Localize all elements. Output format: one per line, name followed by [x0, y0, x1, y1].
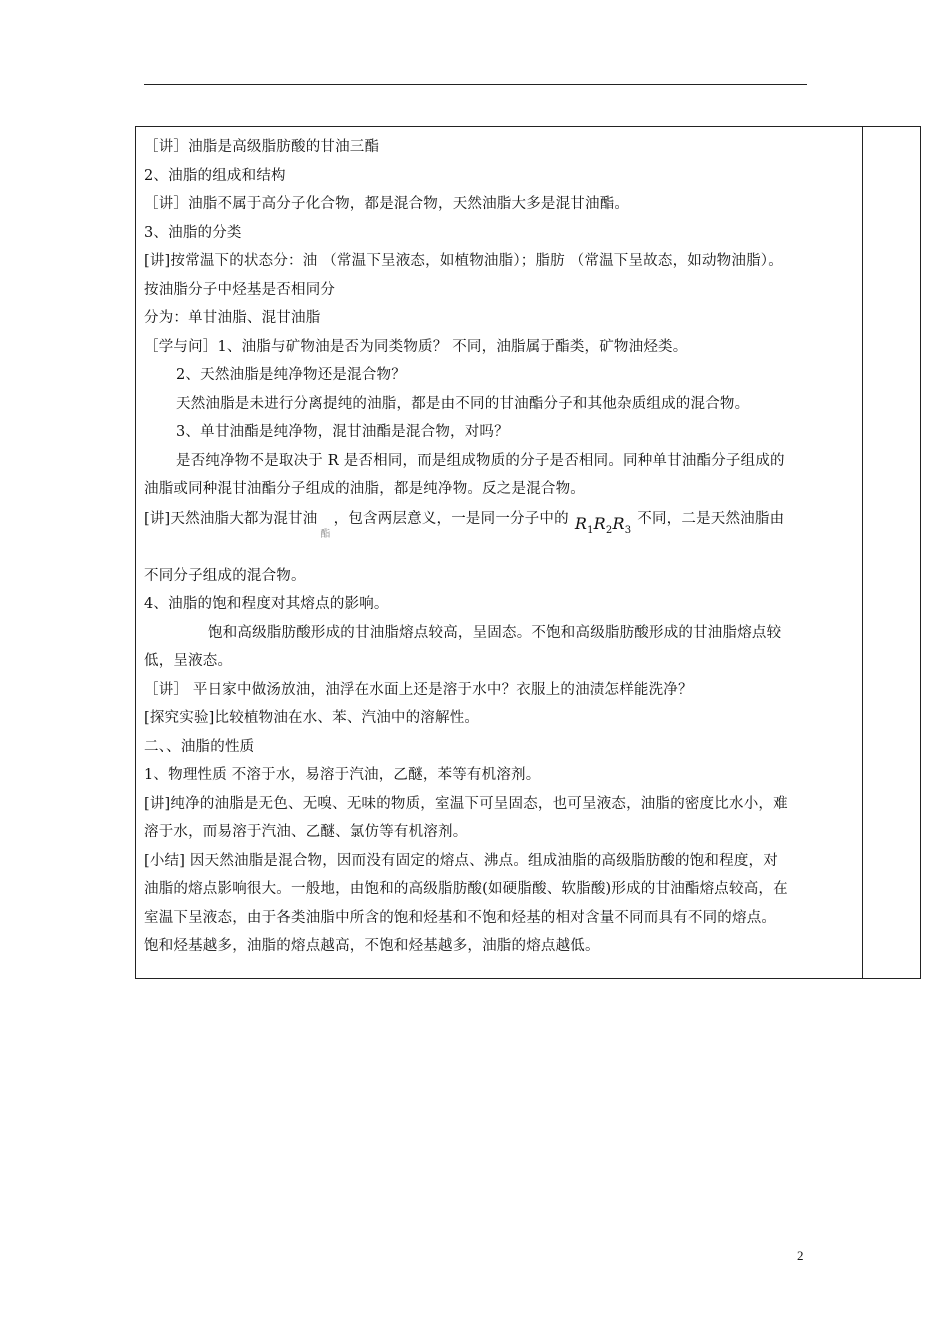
text-line: [探究实验]比较植物油在水、苯、汽油中的溶解性。: [144, 710, 480, 726]
header-rule: [144, 84, 807, 85]
text-line: 溶于水，而易溶于汽油、乙醚、氯仿等有机溶剂。: [144, 824, 468, 840]
section-heading: 3、油脂的分类: [144, 224, 242, 241]
text-line: ［讲］ 平日家中做汤放油，油浮在水面上还是溶于水中？衣服上的油渍怎样能洗净？: [144, 681, 693, 698]
section-heading: 2、油脂的组成和结构: [144, 167, 286, 184]
mixed-text-2: ，包含两层意义，一是同一分子中的: [333, 510, 569, 527]
r-groups-formula: $R_1R_2R_3$: [574, 513, 632, 536]
text-line: 不同分子组成的混合物。: [144, 567, 306, 584]
section-heading: 二、、油脂的性质: [144, 738, 255, 755]
text-line: ［学与问］1、油脂与矿物油是否为同类物质？ 不同，油脂属于酯类，矿物油烃类。: [144, 338, 688, 355]
section-heading: 4、油脂的饱和程度对其熔点的影响。: [144, 596, 389, 612]
mixed-formula-line: [144, 504, 856, 562]
summary-line: [小结] 因天然油脂是混合物，因而没有固定的熔点、沸点。组成油脂的高级脂肪酸的饱和程度，对: [144, 852, 778, 869]
answer-line: 天然油脂是未进行分离提纯的油脂，都是由不同的甘油酯分子和其他杂质组成的混合物。: [176, 395, 750, 412]
text-line: 油脂或同种混甘油酯分子组成的油脂，都是纯净物。反之是混合物。: [144, 481, 585, 497]
summary-line: 油脂的熔点影响很大。一般地，由饱和的高级脂肪酸(如硬脂酸、软脂酸)形成的甘油酯熔点较高，在: [144, 881, 788, 897]
mixed-text-1: [讲]天然油脂大都为混甘油: [144, 510, 318, 527]
text-line: 1、物理性质 不溶于水，易溶于汽油，乙醚，苯等有机溶剂。: [144, 767, 541, 783]
text-line: 饱和高级脂肪酸形成的甘油脂熔点较高，呈固态。不饱和高级脂肪酸形成的甘油脂熔点较: [208, 624, 782, 641]
answer-line: 是否纯净物不是取决于 R 是否相同，而是组成物质的分子是否相同。同种单甘油酯分子组成的: [176, 452, 785, 469]
text-line: ［讲］油脂不属于高分子化合物，都是混合物，天然油脂大多是混甘油酯。: [144, 196, 630, 212]
side-column: [862, 127, 920, 978]
small-char: 酯: [320, 528, 331, 540]
text-line: 低，呈液态。: [144, 653, 233, 669]
text-line: [讲]按常温下的状态分：油 （常温下呈液态，如植物油脂）；脂肪 （常温下呈故态，如动物油脂）。: [144, 253, 783, 269]
text-line: ［讲］油脂是高级脂肪酸的甘油三酯: [144, 139, 380, 155]
question-line: 2、天然油脂是纯净物还是混合物？: [176, 367, 406, 383]
summary-line: 室温下呈液态，由于各类油脂中所含的饱和烃基和不饱和烃基的相对含量不同而具有不同的熔点。: [144, 909, 777, 926]
text-line: 分为：单甘油脂、混甘油脂: [144, 310, 321, 326]
content-cell: [144, 133, 856, 961]
mixed-text-3: 不同，二是天然油脂由: [637, 510, 785, 527]
content-table: [135, 126, 921, 979]
text-line: [讲]纯净的油脂是无色、无嗅、无味的物质，室温下可呈固态，也可呈液态，油脂的密度比水小，难: [144, 795, 788, 812]
question-line: 3、单甘油酯是纯净物，混甘油酯是混合物，对吗？: [176, 424, 509, 440]
page-number: 2: [797, 1248, 804, 1263]
summary-line: 饱和烃基越多，油脂的熔点越高，不饱和烃基越多，油脂的熔点越低。: [144, 938, 600, 954]
text-line: 按油脂分子中烃基是否相同分: [144, 281, 336, 298]
